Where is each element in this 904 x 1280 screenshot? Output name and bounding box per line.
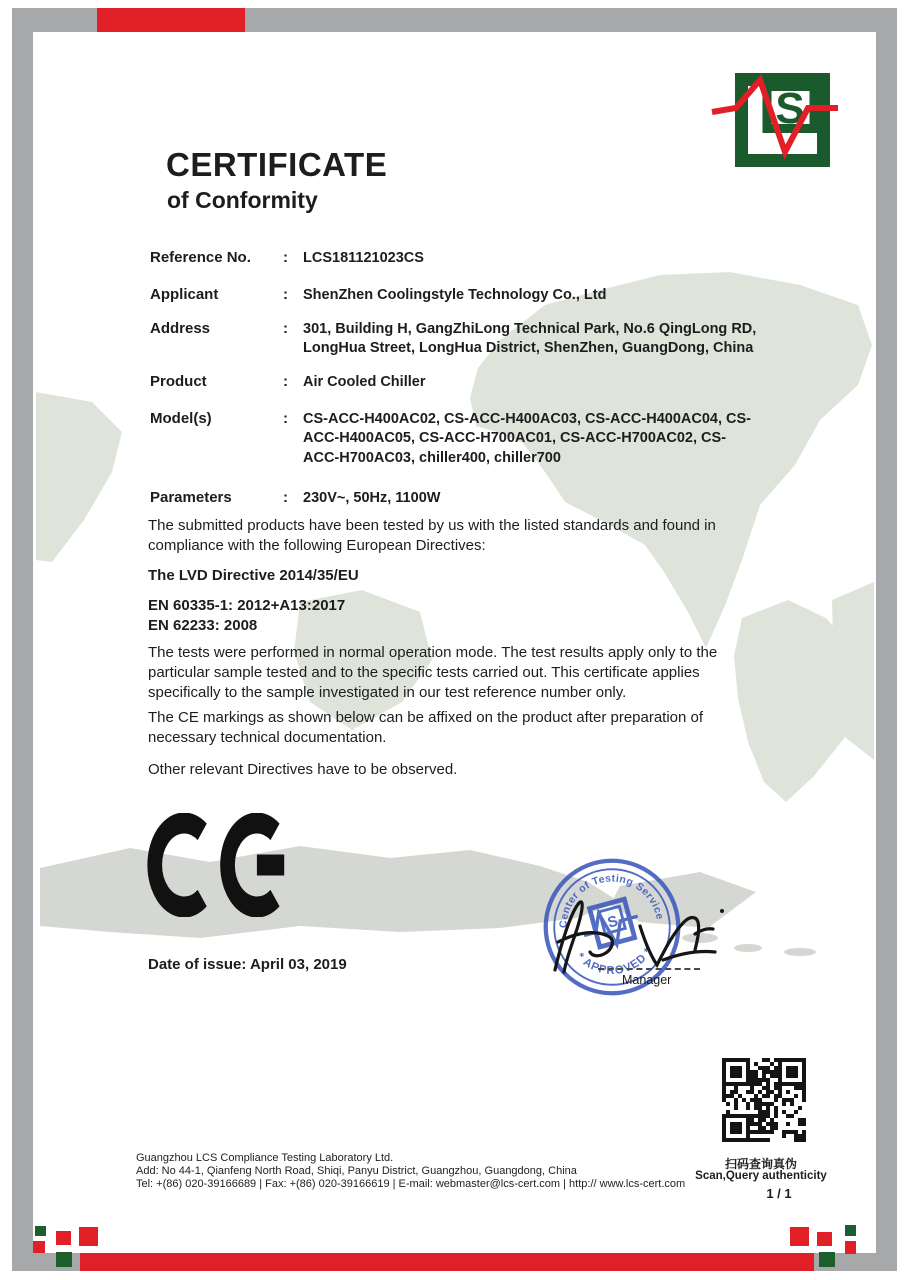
issuer-contacts: Tel: +(86) 020-39166689 | Fax: +(86) 020-39166619 | E-mail: webmaster@lcs-cert.com | http:// www.lcs-cert.com <box>136 1178 686 1191</box>
border-top-red-segment <box>97 8 245 32</box>
corner-decoration <box>33 1241 45 1253</box>
logo-letter: S <box>775 84 805 133</box>
field-value: Air Cooled Chiller <box>303 374 426 390</box>
tests-note-paragraph: The tests were performed in normal operation mode. The test results apply only to the particular sample tested and to the specific tests carried out. This certificate applies specifically to the sample investigated in our test reference number only. <box>148 644 718 701</box>
corner-decoration <box>819 1252 835 1267</box>
qr-code-svg <box>722 1058 806 1142</box>
intro-paragraph: The submitted products have been tested by us with the listed standards and found in compliance with the following European Directives: <box>148 517 716 554</box>
field-value: 301, Building H, GangZhiLong Technical Park, No.6 QingLong RD, LongHua Street, LongHua District, ShenZhen, GuangDong, China <box>303 321 757 357</box>
corner-decoration <box>56 1231 71 1245</box>
corner-decoration <box>56 1252 72 1267</box>
field-colon: : <box>283 286 288 303</box>
page-number: 1 / 1 <box>766 1186 792 1201</box>
stamp-logo-letter: S <box>605 912 620 932</box>
ce-note-paragraph: The CE markings as shown below can be affixed on the product after preparation of necessary technical documentation. <box>148 709 704 746</box>
corner-decoration <box>35 1226 46 1236</box>
field-label: Applicant <box>150 286 219 303</box>
border-right-bar <box>876 8 897 1271</box>
date-of-issue: Date of issue: April 03, 2019 <box>148 956 347 973</box>
page-title: CERTIFICATE <box>166 146 388 183</box>
field-label: Model(s) <box>150 410 212 427</box>
field-label: Parameters <box>150 489 232 506</box>
field-value: 230V~, 50Hz, 1100W <box>303 490 441 506</box>
corner-decoration <box>790 1227 809 1246</box>
field-label: Address <box>150 320 211 337</box>
field-value: ShenZhen Coolingstyle Technology Co., Ltd <box>303 287 607 303</box>
qr-caption-en: Scan,Query authenticity <box>695 1170 827 1182</box>
corner-decoration <box>79 1227 98 1246</box>
page-subtitle: of Conformity <box>167 187 318 213</box>
standard-line-1: EN 60335-1: 2012+A13:2017 <box>148 597 346 614</box>
corner-decoration <box>817 1232 832 1246</box>
signer-title: Manager <box>622 973 672 987</box>
qr-caption-cn: 扫码查询真伪 <box>724 1157 797 1171</box>
field-colon: : <box>283 410 288 427</box>
field-colon: : <box>283 373 288 390</box>
stamp-ring-text: Center of Testing Service <box>558 873 665 929</box>
signature <box>545 896 745 984</box>
issuer-footer <box>136 1152 702 1192</box>
ce-mark <box>147 813 294 917</box>
issuer-company: Guangzhou LCS Compliance Testing Laboratory Ltd. <box>136 1152 394 1164</box>
corner-decoration <box>845 1241 856 1254</box>
corner-decoration <box>845 1225 856 1236</box>
field-value: LCS181121023CS <box>303 250 424 266</box>
standard-line-2: EN 62233: 2008 <box>148 617 258 634</box>
border-bottom-red-band <box>80 1253 814 1271</box>
field-colon: : <box>283 320 288 337</box>
lvd-directive-line: The LVD Directive 2014/35/EU <box>148 567 359 584</box>
issuer-address: Add: No 44-1, Qianfeng North Road, Shiqi, Panyu District, Guangzhou, Guangdong, China <box>136 1165 577 1178</box>
field-label: Reference No. <box>150 249 251 266</box>
stamp-approved-text: * APPROVED * <box>573 945 656 978</box>
field-colon: : <box>283 249 288 266</box>
field-value: CS-ACC-H400AC02, CS-ACC-H400AC03, CS-ACC-H400AC04, CS-ACC-H400AC05, CS-ACC-H700AC01, CS-ACC-H700AC02, CS-ACC-H700AC03, chiller400, chiller700 <box>303 411 751 466</box>
field-colon: : <box>283 489 288 506</box>
qr-code <box>722 1058 806 1142</box>
other-directives-paragraph: Other relevant Directives have to be observed. <box>148 761 458 778</box>
border-left-bar <box>12 8 33 1271</box>
field-label: Product <box>150 373 207 390</box>
lcs-logo <box>706 64 846 169</box>
